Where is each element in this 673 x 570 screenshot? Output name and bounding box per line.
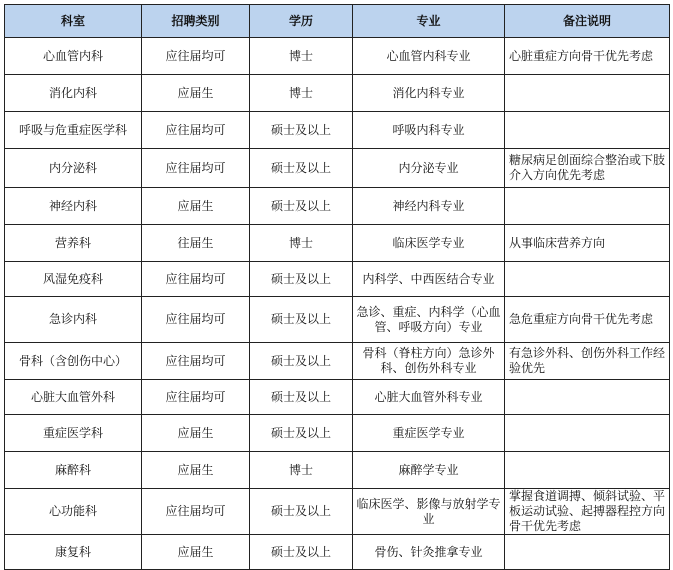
cell-notes	[505, 452, 670, 489]
cell-education: 硕士及以上	[250, 535, 353, 570]
cell-notes	[505, 262, 670, 297]
table-row	[5, 343, 670, 380]
cell-dept: 呼吸与危重症医学科	[5, 112, 142, 149]
header-major: 专业	[353, 5, 505, 38]
cell-education: 硕士及以上	[250, 297, 353, 343]
cell-education: 硕士及以上	[250, 149, 353, 188]
cell-dept: 神经内科	[5, 188, 142, 225]
cell-notes	[505, 415, 670, 452]
cell-education: 博士	[250, 38, 353, 75]
cell-major: 急诊、重症、内科学（心血管、呼吸方向）专业	[353, 297, 505, 343]
cell-education: 硕士及以上	[250, 188, 353, 225]
table-row	[5, 415, 670, 452]
table-row	[5, 149, 670, 188]
cell-education: 硕士及以上	[250, 112, 353, 149]
cell-category: 应届生	[142, 75, 250, 112]
cell-dept: 麻醉科	[5, 452, 142, 489]
cell-major: 临床医学专业	[353, 225, 505, 262]
table-row	[5, 75, 670, 112]
table-row	[5, 452, 670, 489]
cell-education: 博士	[250, 225, 353, 262]
cell-category: 应届生	[142, 415, 250, 452]
cell-category: 应届生	[142, 535, 250, 570]
cell-category: 应往届均可	[142, 149, 250, 188]
cell-category: 应往届均可	[142, 38, 250, 75]
cell-category: 应届生	[142, 452, 250, 489]
cell-major: 临床医学、影像与放射学专业	[353, 489, 505, 535]
recruitment-table	[4, 4, 670, 570]
table-row	[5, 535, 670, 570]
cell-category: 应届生	[142, 188, 250, 225]
cell-education: 硕士及以上	[250, 415, 353, 452]
cell-notes	[505, 535, 670, 570]
cell-category: 应往届均可	[142, 112, 250, 149]
cell-major: 呼吸内科专业	[353, 112, 505, 149]
table-row	[5, 489, 670, 535]
table-row	[5, 262, 670, 297]
header-category: 招聘类别	[142, 5, 250, 38]
cell-major: 骨伤、针灸推拿专业	[353, 535, 505, 570]
cell-notes: 有急诊外科、创伤外科工作经验优先	[505, 343, 670, 380]
cell-major: 内科学、中西医结合专业	[353, 262, 505, 297]
cell-dept: 内分泌科	[5, 149, 142, 188]
cell-notes: 急危重症方向骨干优先考虑	[505, 297, 670, 343]
cell-dept: 心功能科	[5, 489, 142, 535]
cell-major: 骨科（脊柱方向）急诊外科、创伤外科专业	[353, 343, 505, 380]
cell-dept: 心脏大血管外科	[5, 380, 142, 415]
cell-major: 麻醉学专业	[353, 452, 505, 489]
cell-dept: 急诊内科	[5, 297, 142, 343]
cell-education: 硕士及以上	[250, 343, 353, 380]
table-row	[5, 112, 670, 149]
table-row	[5, 380, 670, 415]
cell-major: 内分泌专业	[353, 149, 505, 188]
cell-notes: 从事临床营养方向	[505, 225, 670, 262]
cell-category: 应往届均可	[142, 380, 250, 415]
cell-notes	[505, 112, 670, 149]
cell-category: 应往届均可	[142, 297, 250, 343]
cell-category: 应往届均可	[142, 489, 250, 535]
cell-education: 博士	[250, 452, 353, 489]
cell-major: 心血管内科专业	[353, 38, 505, 75]
table-row	[5, 188, 670, 225]
cell-notes: 心脏重症方向骨干优先考虑	[505, 38, 670, 75]
cell-notes	[505, 380, 670, 415]
cell-notes	[505, 188, 670, 225]
cell-major: 心脏大血管外科专业	[353, 380, 505, 415]
cell-dept: 营养科	[5, 225, 142, 262]
cell-category: 应往届均可	[142, 262, 250, 297]
cell-major: 消化内科专业	[353, 75, 505, 112]
header-notes: 备注说明	[505, 5, 670, 38]
header-education: 学历	[250, 5, 353, 38]
header-row	[5, 5, 670, 38]
cell-notes: 掌握食道调搏、倾斜试验、平板运动试验、起搏器程控方向骨干优先考虑	[505, 489, 670, 535]
cell-category: 往届生	[142, 225, 250, 262]
cell-dept: 重症医学科	[5, 415, 142, 452]
cell-major: 神经内科专业	[353, 188, 505, 225]
table-row	[5, 297, 670, 343]
cell-dept: 心血管内科	[5, 38, 142, 75]
cell-education: 博士	[250, 75, 353, 112]
cell-dept: 康复科	[5, 535, 142, 570]
cell-education: 硕士及以上	[250, 489, 353, 535]
cell-major: 重症医学专业	[353, 415, 505, 452]
cell-notes	[505, 75, 670, 112]
header-dept: 科室	[5, 5, 142, 38]
cell-education: 硕士及以上	[250, 262, 353, 297]
table-row	[5, 38, 670, 75]
cell-dept: 骨科（含创伤中心）	[5, 343, 142, 380]
cell-education: 硕士及以上	[250, 380, 353, 415]
table-row	[5, 225, 670, 262]
cell-dept: 风湿免疫科	[5, 262, 142, 297]
cell-notes: 糖尿病足创面综合整治或下肢介入方向优先考虑	[505, 149, 670, 188]
cell-category: 应往届均可	[142, 343, 250, 380]
cell-dept: 消化内科	[5, 75, 142, 112]
